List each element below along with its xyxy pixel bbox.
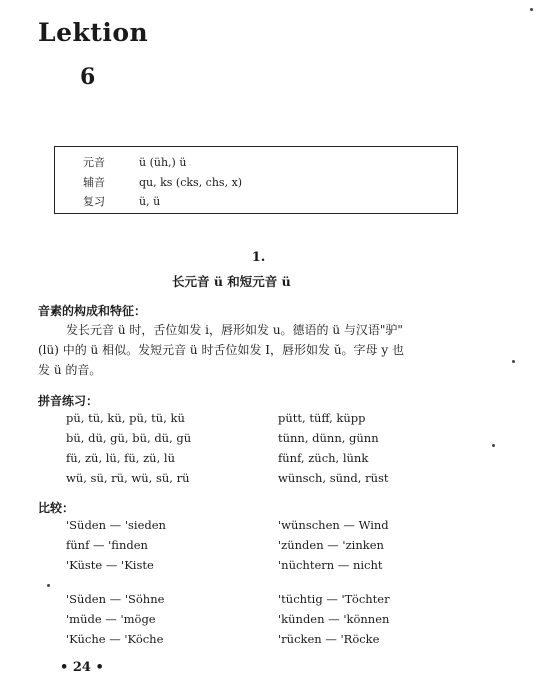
summary-row [83,174,242,190]
section-number: 1. [251,250,266,265]
section-title: 长元音 ü 和短元音 ü [172,274,291,289]
compare-left-item: fünf — 'finden [66,538,148,552]
summary-box [54,146,458,214]
lesson-number: 6 [80,64,96,90]
practice-left-item: bü, dü, gü, bü, dü, gü [66,431,192,445]
compare-left-item: 'Süden — 'sieden [66,518,166,532]
summary-row [83,154,186,170]
practice-left-item: fü, zü, lü, fü, zü, lü [66,451,175,465]
scan-speck [512,360,515,363]
compare-right-item: 'tüchtig — 'Töchter [278,592,390,606]
summary-label: 元音 [83,156,105,169]
compare-right-item: 'künden — 'können [278,612,390,626]
formation-line: 发长元音 ü 时，舌位如发 i，唇形如发 u。德语的 ü 与汉语"驴" [66,323,403,337]
formation-line: (lü) 中的 ü 相似。发短元音 ü 时舌位如发 I，唇形如发 ŭ。字母 y 也 [38,343,404,357]
practice-right-item: pütt, tüff, küpp [278,411,366,425]
practice-heading: 拼音练习： [38,394,99,408]
practice-right-item: tünn, dünn, günn [278,431,379,445]
practice-right-item: wünsch, sünd, rüst [278,471,389,485]
compare-right-item: 'wünschen — Wind [278,518,389,532]
scan-speck [492,444,495,447]
page-number: • 24 • [60,660,104,675]
compare-right-item: 'nüchtern — nicht [278,558,383,572]
compare-left-item: 'Süden — 'Söhne [66,592,165,606]
summary-value: qu, ks (cks, chs, x) [139,176,243,189]
scan-speck [47,584,50,587]
practice-left-item: wü, sü, rü, wü, sü, rü [66,471,190,485]
summary-label: 复习 [83,195,105,208]
compare-left-item: 'müde — 'möge [66,612,156,626]
compare-right-item: 'zünden — 'zinken [278,538,384,552]
compare-left-item: 'Küste — 'Kiste [66,558,154,572]
practice-left-item: pü, tü, kü, pü, tü, kü [66,411,185,425]
summary-label: 辅音 [83,176,105,189]
practice-right-item: fünf, züch, lünk [278,451,369,465]
summary-value: ü (üh,) ü [139,156,187,169]
formation-line: 发 ü 的音。 [38,363,102,377]
scan-speck [530,8,533,11]
compare-left-item: 'Küche — 'Köche [66,632,164,646]
summary-value: ü, ü [139,195,161,208]
compare-right-item: 'rücken — 'Röcke [278,632,380,646]
lesson-heading: Lektion [38,18,149,47]
summary-row [83,193,160,209]
compare-heading: 比较： [38,501,75,515]
formation-heading: 音素的构成和特征： [38,304,147,318]
